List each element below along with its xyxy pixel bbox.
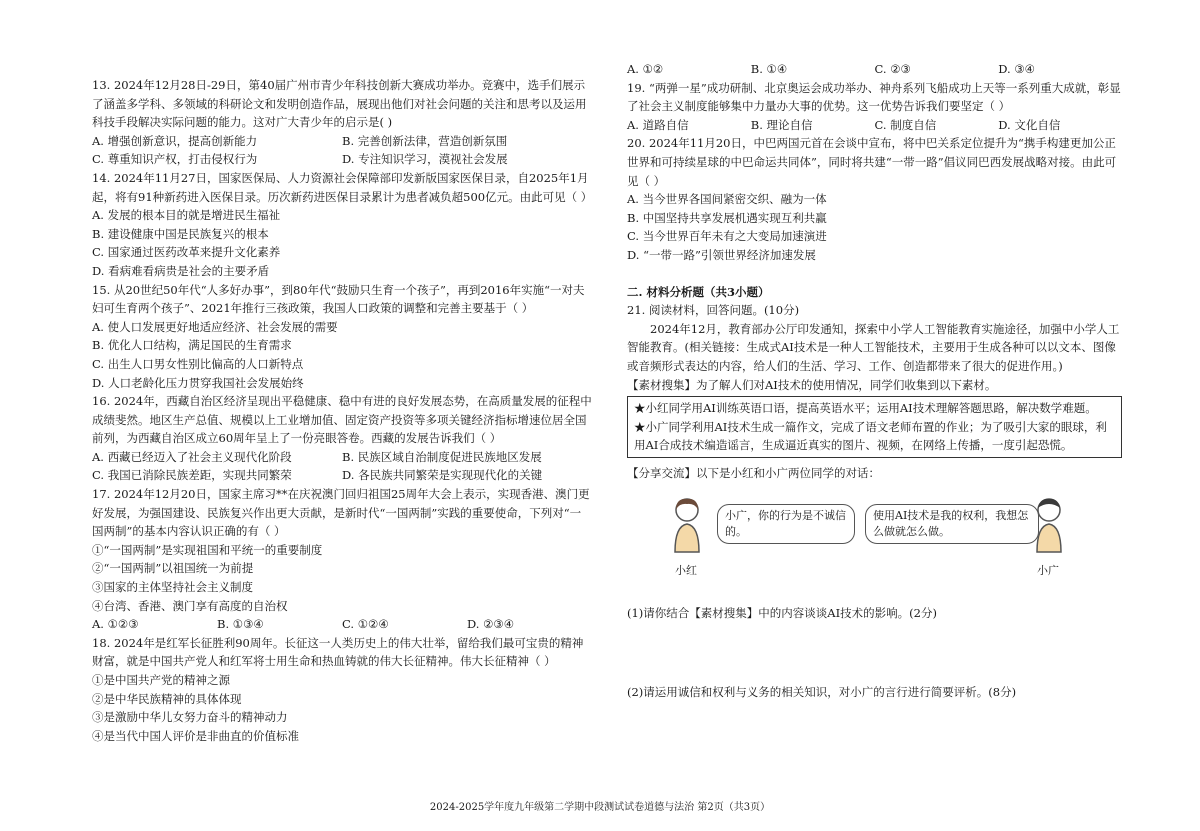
- question-17: [92, 485, 592, 634]
- name-label-right: 小广: [1037, 564, 1059, 578]
- option-a: A. ①②③: [92, 617, 139, 632]
- statement-item: ③国家的主体坚持社会主义制度: [92, 580, 253, 595]
- speech-bubble-right: 使用AI技术是我的权利，我想怎么做就怎么做。: [865, 504, 1039, 544]
- option-c: C. 我国已消除民族差距，实现共同繁荣: [92, 468, 292, 483]
- statement-item: ②是中华民族精神的具体体现: [92, 691, 242, 706]
- option-b: B. 中国坚持共享发展机遇实现互利共赢: [627, 210, 827, 225]
- option-c: C. 制度自信: [874, 117, 937, 132]
- statement-item: ①“一国两制”是实现祖国和平统一的重要制度: [92, 542, 323, 557]
- question-19: [627, 79, 1122, 135]
- option-d: D. “一带一路”引领世界经济加速发展: [627, 247, 816, 262]
- boy-figure-icon: [1029, 496, 1069, 554]
- question-stem: 20. 2024年11月20日，中巴两国元首在会谈中宣布，将中巴关系定位提升为“携手构建更加公正世界和可持续星球的中巴命运共同体”，同时将共建“一带一路”倡议同巴西发展战略对接。由此可见（ ）: [627, 136, 1117, 188]
- question-15: [92, 281, 592, 393]
- statement-item: ①是中国共产党的精神之源: [92, 673, 230, 687]
- question-18: [92, 634, 592, 746]
- option-d: D. 人口老龄化压力贯穿我国社会发展始终: [92, 375, 304, 390]
- share-heading: 【分享交流】以下是小红和小广两位同学的对话：: [627, 465, 880, 480]
- question-stem: 18. 2024年是红军长征胜利90周年。长征这一人类历史上的伟大壮举，留给我们最可宝贵的精神财富，就是中国共产党人和红军将士用生命和热血铸就的伟大长征精神。伟大长征精神（ ）: [92, 635, 584, 669]
- name-label-left: 小红: [675, 564, 697, 578]
- option-b: B. 理论自信: [750, 117, 813, 132]
- option-b: B. 优化人口结构，满足国民的生育需求: [92, 338, 292, 353]
- option-b: B. 建设健康中国是民族复兴的根本: [92, 226, 269, 241]
- material-box: [627, 396, 1122, 458]
- question-18-options: [627, 60, 1122, 79]
- option-d: D. ②③④: [467, 617, 515, 632]
- speech-bubble-left: 小广，你的行为是不诚信的。: [717, 504, 855, 544]
- sub-question-1: (1)请你结合【素材搜集】中的内容谈谈AI技术的影响。(2分): [627, 606, 937, 621]
- option-a: A. 道路自信: [627, 117, 689, 132]
- material-item: ★小广同学利用AI技术生成一篇作文，完成了语文老师布置的作业；为了吸引大家的眼球，利用AI合成技术编造谣言，生成逼近真实的图片、视频，在网络上传播，一度引起恐慌。: [634, 419, 1107, 453]
- material-collect-heading: 【素材搜集】为了解人们对AI技术的使用情况，同学们收集到以下素材。: [627, 377, 997, 392]
- question-16: [92, 392, 592, 485]
- question-stem: 14. 2024年11月27日，国家医保局、人力资源社会保障部印发新版国家医保目录，自2025年1月起，将有91种新药进入医保目录。历次新药进医保目录累计为患者减负超500亿元。由此可见（ ）: [92, 170, 593, 204]
- option-c: C. ①②④: [342, 617, 389, 632]
- left-column: [92, 76, 592, 745]
- option-a: A. 使人口发展更好地适应经济、社会发展的需要: [92, 319, 338, 334]
- question-stem: 16. 2024年，西藏自治区经济呈现出平稳健康、稳中有进的良好发展态势，在高质量发展的征程中成绩斐然。地区生产总值、规模以上工业增加值、固定资产投资等多项关键经济指标增速位居全国前列，为西藏自治区成立60周年呈上了一份亮眼答卷。西藏的发展告诉我们（ ）: [92, 394, 592, 446]
- right-column: [627, 60, 1122, 702]
- option-d: D. 文化自信: [998, 117, 1061, 132]
- option-d: D. 各民族共同繁荣是实现现代化的关键: [342, 468, 543, 483]
- question-title: 21. 阅读材料，回答问题。(10分): [627, 303, 800, 318]
- statement-item: ④是当代中国人评价是非曲直的价值标准: [92, 728, 299, 743]
- option-a: A. 发展的根本目的就是增进民生福祉: [92, 208, 281, 223]
- option-c: C. 国家通过医药改革来提升文化素养: [92, 245, 281, 260]
- option-b: B. ①③④: [217, 617, 264, 632]
- question-14: [92, 169, 592, 281]
- option-c: C. 当今世界百年未有之大变局加速演进: [627, 229, 827, 244]
- section-heading: 二. 材料分析题（共3小题）: [627, 284, 770, 299]
- question-13: [92, 76, 592, 169]
- answer-space: [627, 623, 1122, 683]
- option-a: A. 当今世界各国间紧密交织、融为一体: [627, 192, 827, 207]
- option-a: A. 西藏已经迈入了社会主义现代化阶段: [92, 449, 292, 464]
- option-c: C. 出生人口男女性别比偏高的人口新特点: [92, 356, 304, 371]
- question-stem: 19. “两弹一星”成功研制、北京奥运会成功举办、神舟系列飞船成功上天等一系列重大成就，彰显了社会主义制度能够集中力量办大事的优势。这一优势告诉我们要坚定（ ）: [627, 80, 1121, 114]
- material-item: ★小红同学用AI训练英语口语，提高英语水平；运用AI技术理解答题思路，解决数学难题。: [634, 401, 1097, 416]
- sub-question-2: (2)请运用诚信和权利与义务的相关知识，对小广的言行进行简要评析。(8分): [627, 685, 1017, 700]
- option-a: A. ①②: [627, 62, 664, 76]
- option-b: B. ①④: [750, 62, 788, 76]
- statement-item: ④台湾、香港、澳门享有高度的自治权: [92, 598, 288, 613]
- dialogue-illustration: [627, 494, 1122, 582]
- question-20: [627, 134, 1122, 264]
- question-stem: 15. 从20世纪50年代“人多好办事”，到80年代“鼓励只生育一个孩子”，再到2016年实施“一对夫妇可生育两个孩子”、2021年推行三孩政策，我国人口政策的调整和完善主要基于（ ）: [92, 282, 585, 316]
- question-21: [627, 301, 1122, 702]
- option-b: B. 民族区域自治制度促进民族地区发展: [342, 449, 542, 464]
- question-stem: 17. 2024年12月20日，国家主席习**在庆祝澳门回归祖国25周年大会上表示，实现香港、澳门更好发展，为强国建设、民族复兴作出更大贡献，是新时代“一国两制”实践的重要使命，下列对“一国两制”的基本内容认识正确的有（ ）: [92, 487, 590, 539]
- option-c: C. ②③: [874, 62, 911, 76]
- option-d: D. ③④: [998, 62, 1035, 76]
- girl-figure-icon: [667, 496, 707, 554]
- option-b: B. 完善创新法律，营造创新氛围: [342, 133, 508, 148]
- option-c: C. 尊重知识产权，打击侵权行为: [92, 152, 258, 167]
- statement-item: ②“一国两制”以祖国统一为前提: [92, 561, 254, 576]
- question-stem: 13. 2024年12月28日-29日，第40届广州市青少年科技创新大赛成功举办。竞赛中，选手们展示了涵盖多学科、多领域的科研论文和发明创造作品，展现出他们对社会问题的关注和思考以及运用科技手段解决实际问题的能力。这对广大青少年的启示是( ): [92, 78, 587, 130]
- option-a: A. 增强创新意识，提高创新能力: [92, 133, 258, 148]
- option-d: D. 专注知识学习，漠视社会发展: [342, 152, 508, 167]
- statement-item: ③是激励中华儿女努力奋斗的精神动力: [92, 710, 288, 725]
- material-paragraph: 2024年12月，教育部办公厅印发通知，探索中小学人工智能教育实施途径，加强中小学人工智能教育。(相关链接：生成式AI技术是一种人工智能技术，主要用于生成各种可以以文本、图像或音频形式表达的内容，给人们的生活、学习、工作、创造都带来了很大的促进作用。): [627, 321, 1120, 373]
- page-footer: 2024-2025学年度九年级第二学期中段测试试卷道德与法治 第2页（共3页）: [429, 802, 771, 813]
- option-d: D. 看病难看病贵是社会的主要矛盾: [92, 263, 270, 278]
